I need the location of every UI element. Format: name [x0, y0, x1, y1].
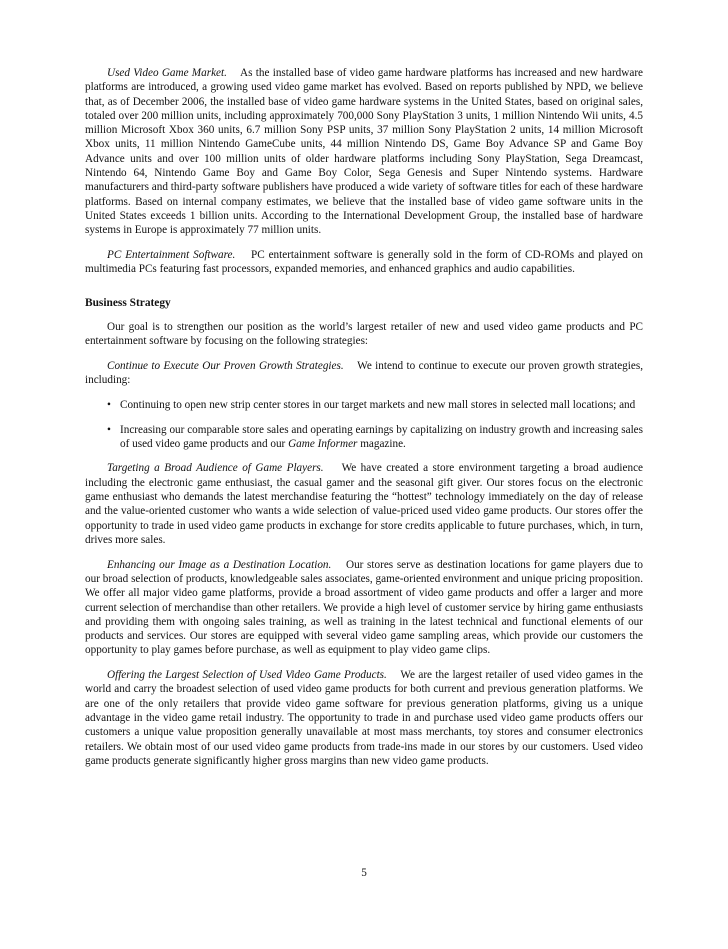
paragraph-business-strategy-intro: Our goal is to strengthen our position as the world’s largest retailer of new and used video game products and PC entertainment software by focusing on the following strategies:	[85, 320, 643, 348]
paragraph-broad-audience	[85, 461, 643, 547]
heading-business-strategy: Business Strategy	[85, 296, 171, 309]
list-item-text: Continuing to open new strip center stores in our target markets and new mall stores in selected mall locations; and	[120, 398, 636, 411]
bullet-marker: •	[107, 398, 111, 411]
body-broad-audience: We have created a store environment targeting a broad audience including the electronic game enthusiast, the casual gamer and the seasonal gift giver. Our stores focus on the electronic game enthusiast who demands the latest merchandise featuring the “hottest” technology immediately on the day of release and the value-oriented customer who wants a wide selection of value-priced used video game products. Our stores offer the opportunity to trade in used video game products in exchange for store credits applicable to future purchases, which, in turn, drives more sales.	[85, 462, 644, 546]
paragraph-destination-location	[85, 558, 643, 658]
list-item-text-after: magazine.	[357, 437, 406, 450]
lead-largest-selection: Offering the Largest Selection of Used Video Game Products.	[107, 669, 387, 682]
paragraph-pc-entertainment-software	[85, 248, 643, 277]
lead-destination-location: Enhancing our Image as a Destination Location.	[107, 558, 332, 571]
list-item	[85, 423, 643, 452]
body-proven-growth-strategies: We intend to continue to execute our proven growth strategies, including:	[85, 359, 643, 387]
lead-broad-audience: Targeting a Broad Audience of Game Players.	[107, 462, 324, 475]
paragraph-proven-growth-strategies	[85, 359, 643, 388]
lead-used-video-game-market: Used Video Game Market.	[107, 67, 227, 79]
list-item	[85, 398, 643, 412]
body-used-video-game-market: As the installed base of video game hardware platforms has increased and new hardware platforms are introduced, a growing used video game market has evolved. Based on reports published by NPD, we believe that, as of December 2006, the installed base of video game hardware systems in the United States, based on original sales, totaled over 200 million units, including approximately 700,000 Sony PlayStation 3 units, 1 million Nintendo Wii units, 4.5 million Microsoft Xbox 360 units, 6.7 million Sony PSP units, 37 million Sony PlayStation 2 units, 14 million Microsoft Xbox units, 11 million Nintendo GameCube units, 44 million Nintendo DS, Game Boy Advance SP and Game Boy Advance units and over 100 million units of older hardware platforms including Sony PlayStation, Sega Dreamcast, Nintendo 64, Nintendo Game Boy and Game Boy Color, Sega Genesis and Super Nintendo systems. Hardware manufacturers and third-party software publishers have produced a wide variety of software titles for each of these hardware platforms. Based on internal company estimates, we believe that the installed base of video game software units in the United States exceeds 1 billion units. According to the International Development Group, the installed base of hardware systems in Europe is approximately 77 million units.	[85, 67, 644, 237]
paragraph-used-video-game-market	[85, 66, 643, 238]
lead-pc-entertainment-software: PC Entertainment Software.	[107, 248, 236, 261]
document-page	[85, 66, 643, 779]
body-destination-location: Our stores serve as destination locations for game players due to our broad selection of products, knowledgeable sales associates, game-oriented environment and unique pricing proposition. We offer all major video game platforms, provide a broad assortment of video game products and offer a larger and more current selection of merchandise than other retailers. We provide a high level of customer service by hiring game enthusiasts and providing them with ongoing sales training, as well as training in the latest technical and functional elements of our products and services. Our stores are equipped with several video game sampling areas, which provide our customers the opportunity to play games before purchase, as well as equipment to play video game clips.	[85, 558, 644, 657]
growth-strategy-list	[85, 398, 643, 451]
page-number: 5	[361, 867, 367, 879]
body-largest-selection: We are the largest retailer of used video games in the world and carry the broadest selection of used video game products for both current and previous generation platforms. We are one of the only retailers that provide video game software for previous generation platforms, giving us a unique advantage in the video game retail industry. The opportunity to trade in and purchase used video game products offers our customers a unique value proposition generally unavailable at most mass merchants, toy stores and consumer electronics retailers. We obtain most of our used video game products from trade-ins made in our stores by our customers. Used video game products generate significantly higher gross margins than new video game products.	[85, 669, 644, 767]
paragraph-largest-selection	[85, 668, 643, 768]
list-item-text-before: Increasing our comparable store sales and operating earnings by capitalizing on industry growth and increasing sales of used video game products and our	[120, 423, 643, 450]
magazine-title: Game Informer	[288, 437, 358, 450]
body-pc-entertainment-software: PC entertainment software is generally sold in the form of CD-ROMs and played on multimedia PCs featuring fast processors, expanded memories, and enhanced graphics and audio capabilities.	[85, 248, 643, 276]
bullet-marker: •	[107, 423, 111, 436]
lead-proven-growth-strategies: Continue to Execute Our Proven Growth Strategies.	[107, 359, 344, 372]
